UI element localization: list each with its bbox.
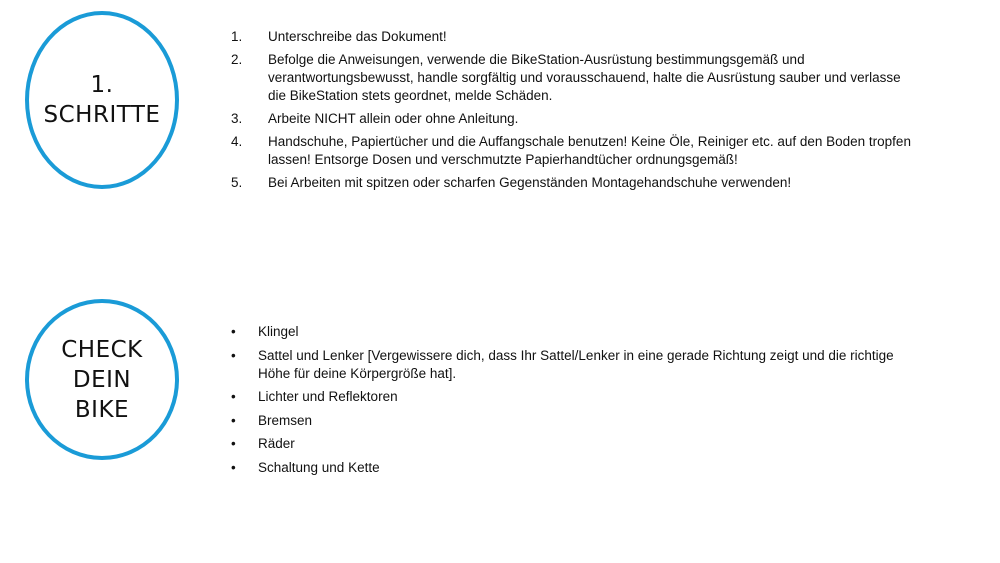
step-number: 1. [231, 29, 243, 44]
step-text: Unterschreibe das Dokument! [268, 29, 447, 44]
bullet-icon: • [231, 412, 236, 428]
check-item [231, 347, 911, 383]
steps-heading-circle [25, 11, 179, 189]
step-number: 4. [231, 134, 243, 149]
step-text: Arbeite NICHT allein oder ohne Anleitung. [268, 111, 519, 126]
check-item-text: Klingel [258, 324, 299, 339]
check-item [231, 323, 911, 341]
bullet-icon: • [231, 347, 236, 363]
check-item-text: Räder [258, 436, 295, 451]
check-item-text: Schaltung und Kette [258, 459, 380, 475]
step-text: Handschuhe, Papiertücher und die Auffangschale benutzen! Keine Öle, Reiniger etc. auf den Boden tropfen lassen! Entsorge Dosen und verschmutzte Papierhandtücher ordnungsgemäß! [268, 134, 911, 167]
bullet-icon: • [231, 324, 236, 339]
step-number: 5. [231, 175, 243, 190]
check-item-text: Lichter und Reflektoren [258, 389, 398, 404]
check-item-text: Sattel und Lenker [Vergewissere dich, dass Ihr Sattel/Lenker in eine gerade Richtung zeigt und die richtige Höhe für deine Körpergröße hat]. [258, 347, 894, 381]
step-number: 2. [231, 52, 243, 67]
check-bike-heading-line3: BIKE [74, 396, 130, 423]
step-item [231, 28, 911, 46]
bullet-icon: • [231, 389, 236, 404]
step-item [231, 110, 911, 128]
check-bike-heading-line2: DEIN [72, 366, 132, 393]
check-item [231, 435, 911, 453]
check-item [231, 412, 911, 430]
check-item [231, 459, 911, 477]
step-item [231, 133, 911, 169]
check-item-text: Bremsen [258, 412, 313, 428]
step-number: 3. [231, 111, 243, 126]
step-text: Bei Arbeiten mit spitzen oder scharfen Gegenständen Montagehandschuhe verwenden! [268, 175, 792, 190]
bullet-icon: • [231, 436, 236, 451]
steps-heading-title: SCHRITTE [43, 102, 161, 128]
steps-list [231, 28, 911, 197]
check-bike-heading-circle [25, 299, 179, 460]
check-bike-heading-line1: CHECK [61, 336, 143, 363]
steps-heading-number: 1. [90, 72, 114, 98]
check-item [231, 388, 911, 406]
step-item [231, 174, 911, 192]
bullet-icon: • [231, 459, 236, 475]
step-text: Befolge die Anweisungen, verwende die BikeStation-Ausrüstung bestimmungsgemäß und verantwortungsbewusst, handle sorgfältig und vorausschauend, halte die Ausrüstung sauber und verlasse die BikeStation stets geordnet, melde Schäden. [268, 52, 901, 103]
check-bike-list [231, 323, 911, 482]
step-item [231, 51, 911, 105]
